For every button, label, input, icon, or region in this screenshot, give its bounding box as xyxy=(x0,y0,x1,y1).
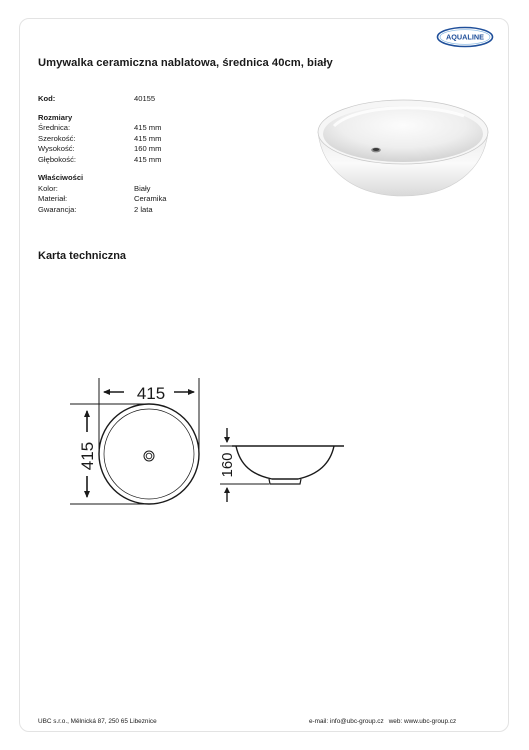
spec-value: Ceramika xyxy=(134,194,167,203)
technical-drawing xyxy=(60,370,360,520)
spec-table xyxy=(38,94,167,215)
spec-row xyxy=(38,184,167,195)
spec-label: Kolor: xyxy=(38,183,58,193)
aqualine-logo xyxy=(436,26,494,48)
code-value: 40155 xyxy=(134,94,156,103)
dimensions-heading: Rozmiary xyxy=(38,112,73,122)
logo-text: AQUALINE xyxy=(445,32,485,42)
spec-value: 415 mm xyxy=(134,133,162,143)
spec-label: Gwarancja: xyxy=(38,204,77,214)
properties-heading: Właściwości xyxy=(38,173,84,182)
footer-company: UBC s.r.o., Mělnická 87, 250 65 Libeznice xyxy=(38,718,157,725)
spec-value: 2 lata xyxy=(134,204,153,214)
datasheet-heading: Karta techniczna xyxy=(38,250,127,262)
spec-label: Średnica: xyxy=(38,123,71,132)
height-dimension-label: 160 xyxy=(219,452,236,478)
footer-email: e-mail: info@ubc-group.cz xyxy=(309,718,384,725)
spec-value: 415 mm xyxy=(134,154,162,164)
spec-row xyxy=(38,155,167,166)
spec-value: Biały xyxy=(134,183,151,193)
footer-web: web: www.ubc-group.cz xyxy=(388,718,457,725)
spec-value: 160 mm xyxy=(134,144,162,153)
width-dimension-label: 415 xyxy=(136,384,166,403)
spec-label: Szerokość: xyxy=(38,133,76,143)
product-title: Umywalka ceramiczna nablatowa, średnica 40cm, biały xyxy=(38,57,333,69)
spec-label: Głębokość: xyxy=(38,154,76,164)
spec-value: 415 mm xyxy=(134,123,162,132)
product-image xyxy=(314,92,492,202)
depth-dimension-label: 415 xyxy=(78,441,97,471)
spec-row xyxy=(38,134,167,145)
spec-label: Wysokość: xyxy=(38,144,75,153)
spec-row-code xyxy=(38,94,167,105)
spec-row xyxy=(38,123,167,134)
footer-contact xyxy=(309,718,456,725)
spec-label: Materiał: xyxy=(38,194,68,203)
spec-row xyxy=(38,144,167,155)
spec-row xyxy=(38,194,167,205)
code-label: Kod: xyxy=(38,94,56,103)
spec-row xyxy=(38,205,167,216)
